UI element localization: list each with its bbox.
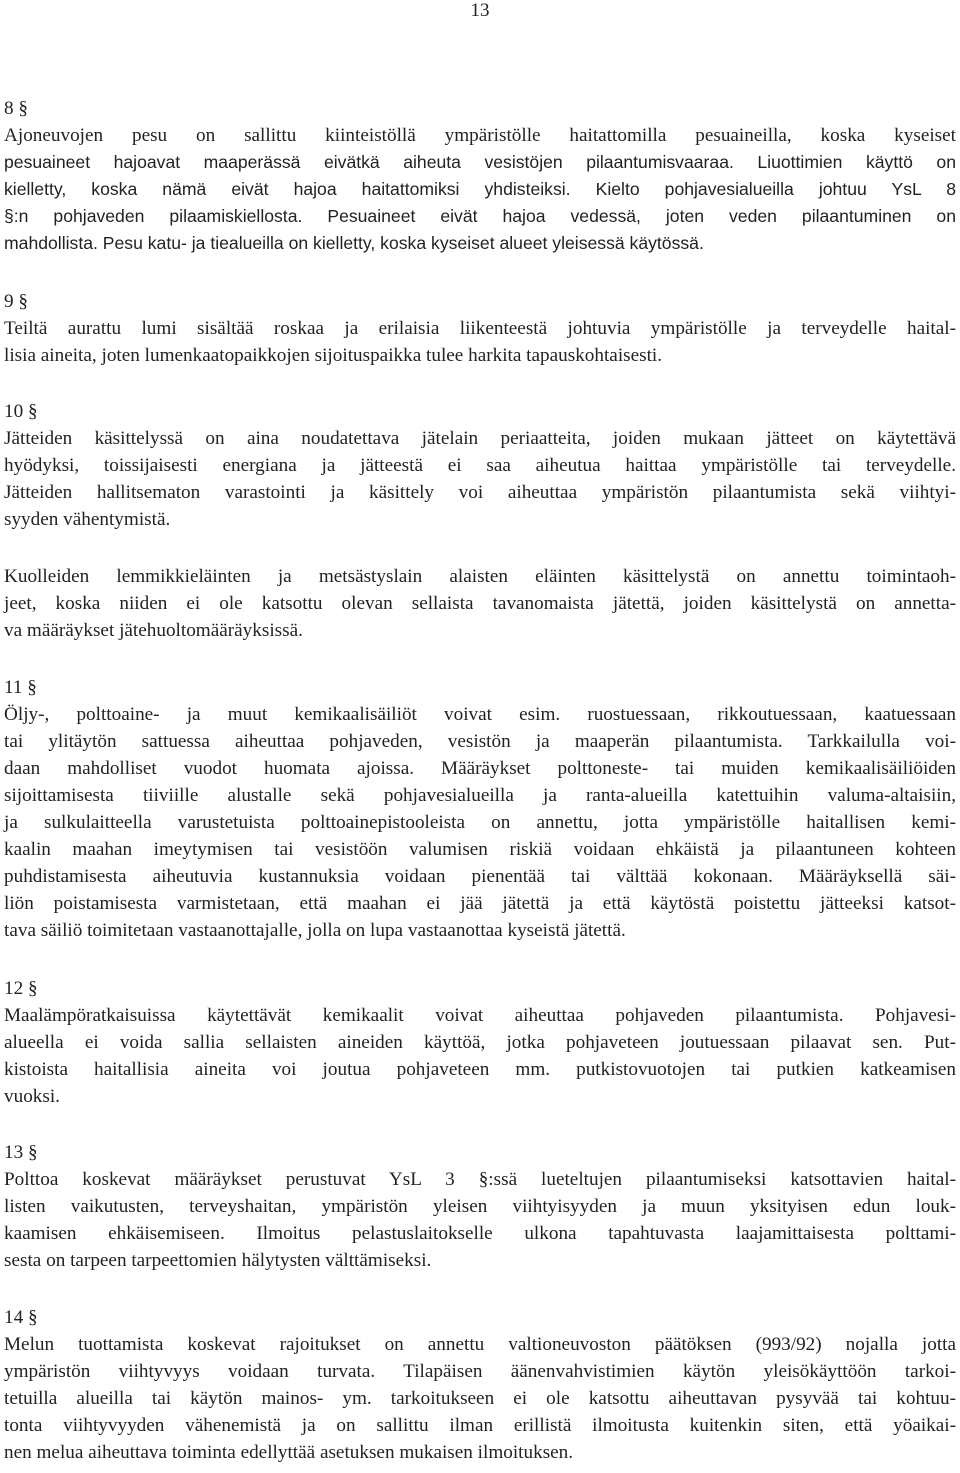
paragraph-line: Melun tuottamista koskevat rajoitukset on annettu valtioneuvoston päätöksen (993/92) nojalla jotta <box>4 1334 956 1355</box>
paragraph-line: Jätteiden hallitsematon varastointi ja käsittely voi aiheuttaa ympäristön pilaantumista sekä viihtyi- <box>4 482 956 503</box>
paragraph-line: vuoksi. <box>4 1086 60 1107</box>
paragraph-line: daan mahdolliset vuodot huomata ajoissa. Määräykset polttoneste- tai muiden kemikaalisäiliöiden <box>4 758 956 779</box>
paragraph-line: Maalämpöratkaisuissa käytettävät kemikaalit voivat aiheuttaa pohjaveden pilaantumista. Pohjavesi- <box>4 1005 956 1026</box>
paragraph-line: pesuaineet hajoavat maaperässä eivätkä aiheuta vesistöjen pilaantumisvaaraa. Liuottimien käyttö on <box>4 152 956 172</box>
paragraph-line: Kuolleiden lemmikkieläinten ja metsästyslain alaisten eläinten käsittelystä on annettu toimintaoh- <box>4 566 956 587</box>
paragraph-line: tava säiliö toimitetaan vastaanottajalle, jolla on lupa vastaanottaa kyseistä jätettä. <box>4 920 626 941</box>
paragraph-line: mahdollista. Pesu katu- ja tiealueilla on kielletty, koska kyseiset alueet yleisessä käytössä. <box>4 233 704 253</box>
paragraph-line: kielletty, koska nämä eivät hajoa haitattomiksi yhdisteiksi. Kielto pohjavesialueilla johtuu YsL 8 <box>4 179 956 199</box>
section-heading: 11 § <box>4 677 37 698</box>
paragraph-line: ympäristön viihtyvyys voidaan turvata. Tilapäisen äänenvahvistimien käytön yleisökäyttöön tarkoi- <box>4 1361 956 1382</box>
paragraph-line: listen vaikutusten, terveyshaitan, ympäristön yleisen viihtyisyyden ja muun yksityisen edun louk- <box>4 1196 956 1217</box>
paragraph-line: Teiltä aurattu lumi sisältää roskaa ja erilaisia liikenteestä johtuvia ympäristölle ja terveydelle haital- <box>4 318 956 339</box>
paragraph-line: puhdistamisesta aiheutuvia kustannuksia voidaan pienentää tai välttää kokonaan. Määräyksellä säi- <box>4 866 956 887</box>
section-11 <box>4 674 956 944</box>
section-heading: 12 § <box>4 978 38 999</box>
paragraph-line: hyödyksi, toissijaisesti energiana ja jätteestä ei saa aiheutua haittaa ympäristölle tai terveydelle. <box>4 455 956 476</box>
paragraph-pets <box>4 563 956 644</box>
paragraph-line: ja sulkulaitteella varustetuista polttoainepistooleista on annettu, jotta ympäristölle haitallisen kemi- <box>4 812 956 833</box>
section-12 <box>4 975 956 1110</box>
paragraph-line: jeet, koska niiden ei ole katsottu olevan sellaista tavanomaista jätettä, joiden käsittelystä on annetta- <box>4 593 956 614</box>
section-heading: 8 § <box>4 98 28 119</box>
paragraph-line: va määräykset jätehuoltomääräyksissä. <box>4 620 303 641</box>
paragraph-line: Öljy-, polttoaine- ja muut kemikaalisäiliöt voivat esim. ruostuessaan, rikkoutuessaan, kaatuessaan <box>4 704 956 725</box>
paragraph-line: §:n pohjaveden pilaamiskiellosta. Pesuaineet eivät hajoa vedessä, joten veden pilaantuminen on <box>4 206 956 226</box>
section-8 <box>4 95 956 257</box>
paragraph-line: alueella ei voida sallia sellaisten aineiden käyttöä, jotka pohjaveteen joutuessaan pilaavat sen. Put- <box>4 1032 956 1053</box>
paragraph-line: nen melua aiheuttava toiminta edellyttää asetuksen mukaisen ilmoituksen. <box>4 1442 574 1463</box>
paragraph-line: kaalin maahan imeytymisen tai vesistöön valumisen riskiä voidaan ehkäistä ja pilaantuneen kohteen <box>4 839 956 860</box>
paragraph-line: tai ylitäytön sattuessa aiheuttaa pohjaveden, vesistön ja maaperän pilaantumista. Tarkkailulla voi- <box>4 731 956 752</box>
paragraph-line: tetuilla alueilla tai käytön mainos- ym. tarkoitukseen ei ole katsottu aiheuttavan pysyvää tai kohtuu- <box>4 1388 956 1409</box>
page-number: 13 <box>470 0 490 21</box>
paragraph-line: sesta on tarpeen tarpeettomien hälytysten välttämiseksi. <box>4 1250 432 1271</box>
section-heading: 9 § <box>4 291 28 312</box>
paragraph-line: kistoista haitallisia aineita voi joutua pohjaveteen mm. putkistovuotojen tai putkien katkeamisen <box>4 1059 956 1080</box>
paragraph-line: Polttoa koskevat määräykset perustuvat YsL 3 §:ssä lueteltujen pilaantumiseksi katsottavien haital- <box>4 1169 956 1190</box>
paragraph-line: liön poistamisesta varmistetaan, että maahan ei jää jätettä ja että käytöstä poistettu jätteeksi katsot- <box>4 893 956 914</box>
paragraph-line: syyden vähentymistä. <box>4 509 171 530</box>
paragraph-line: Jätteiden käsittelyssä on aina noudatettava jätelain periaatteita, joiden mukaan jätteet on käytettävä <box>4 428 956 449</box>
paragraph-line: kaamisen ehkäisemiseen. Ilmoitus pelastuslaitokselle ulkona tapahtuvasta laajamittaisesta polttami- <box>4 1223 956 1244</box>
paragraph-line: Ajoneuvojen pesu on sallittu kiinteistöllä ympäristölle haitattomilla pesuaineilla, koska kyseiset <box>4 125 956 146</box>
section-9 <box>4 288 956 369</box>
section-heading: 14 § <box>4 1307 38 1328</box>
paragraph-line: lisia aineita, joten lumenkaatopaikkojen sijoituspaikka tulee harkita tapauskohtaisesti. <box>4 345 663 366</box>
section-heading: 13 § <box>4 1142 38 1163</box>
paragraph-line: sijoittamisesta tiiviille alustalle sekä pohjavesialueilla ja ranta-alueilla katettuihin valuma-altaisiin, <box>4 785 956 806</box>
section-13 <box>4 1139 956 1274</box>
paragraph-line: tonta viihtyvyyden vähenemistä ja on sallittu ilman erillistä ilmoitusta kuitenkin siten, että yöaikai- <box>4 1415 956 1436</box>
section-14 <box>4 1304 956 1466</box>
section-10 <box>4 398 956 533</box>
section-heading: 10 § <box>4 401 38 422</box>
